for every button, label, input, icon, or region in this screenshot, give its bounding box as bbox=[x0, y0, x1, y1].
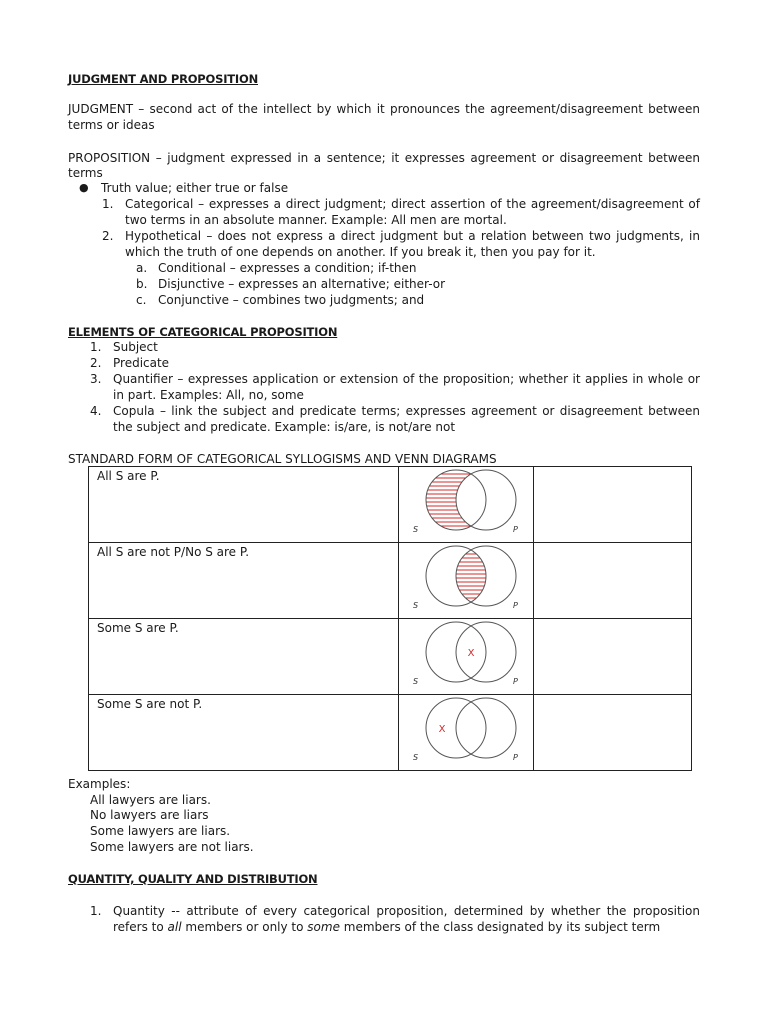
venn-diagram-all-s-are-p bbox=[399, 467, 533, 538]
item2-number: 2. bbox=[102, 229, 114, 243]
hypothetical-line1: Hypothetical – does not express a direct judgment but a relation between two judgments, in bbox=[125, 229, 700, 243]
s-label: S bbox=[413, 601, 419, 610]
p-label: P bbox=[513, 753, 518, 762]
table-row bbox=[89, 543, 692, 619]
item1-number: 1. bbox=[102, 197, 114, 211]
element4-number: 4. bbox=[90, 404, 102, 418]
table-row bbox=[89, 467, 692, 543]
sub-c-letter: c. bbox=[136, 293, 147, 307]
row-label-no-s-are-p: All S are not P/No S are P. bbox=[89, 543, 399, 619]
sub-b-disjunctive: Disjunctive – expresses an alternative; either-or bbox=[158, 277, 446, 291]
venn-diagram-some-s-are-not-p bbox=[399, 695, 533, 766]
s-label: S bbox=[413, 677, 419, 686]
blank-cell bbox=[534, 619, 692, 695]
quantity-text: members or only to bbox=[181, 920, 308, 934]
venn-diagram-no-s-are-p bbox=[399, 543, 533, 614]
judgment-definition-line1: JUDGMENT – second act of the intellect by which it pronounces the agreement/disagreement between bbox=[68, 102, 700, 116]
heading-standard-form: STANDARD FORM OF CATEGORICAL SYLLOGISMS AND VENN DIAGRAMS bbox=[68, 452, 497, 466]
row-label-some-s-are-not-p: Some S are not P. bbox=[89, 695, 399, 771]
venn-diagram-some-s-are-p bbox=[399, 619, 533, 690]
venn-cell bbox=[399, 543, 534, 619]
venn-cell bbox=[399, 619, 534, 695]
proposition-definition-line2: terms bbox=[68, 166, 103, 180]
heading-elements: ELEMENTS OF CATEGORICAL PROPOSITION bbox=[68, 325, 338, 339]
element-predicate: Predicate bbox=[113, 356, 170, 370]
table-row bbox=[89, 619, 692, 695]
element3-number: 3. bbox=[90, 372, 102, 386]
s-label: S bbox=[413, 525, 419, 534]
element-quantifier-line1: Quantifier – expresses application or extension of the proposition; whether it applies in whole or bbox=[113, 372, 700, 386]
quantity-line1: Quantity -- attribute of every categorical proposition, determined by whether the proposition bbox=[113, 904, 700, 918]
element1-number: 1. bbox=[90, 340, 102, 354]
s-label: S bbox=[413, 753, 419, 762]
venn-cell bbox=[399, 467, 534, 543]
examples-heading: Examples: bbox=[68, 777, 131, 791]
blank-cell bbox=[534, 543, 692, 619]
x-mark: X bbox=[438, 724, 446, 735]
p-label: P bbox=[513, 601, 518, 610]
blank-cell bbox=[534, 467, 692, 543]
example-line: Some lawyers are liars. bbox=[90, 824, 231, 838]
heading-quantity-quality: QUANTITY, QUALITY AND DISTRIBUTION bbox=[68, 872, 318, 886]
sub-a-letter: a. bbox=[136, 261, 148, 275]
quantity-all-italic: all bbox=[167, 920, 182, 934]
element-copula-line2: the subject and predicate. Example: is/are, is not/are not bbox=[113, 420, 456, 434]
element2-number: 2. bbox=[90, 356, 102, 370]
element-quantifier-line2: in part. Examples: All, no, some bbox=[113, 388, 304, 402]
quantity-text: members of the class designated by its subject term bbox=[339, 920, 661, 934]
quantity-some-italic: some bbox=[307, 920, 340, 934]
shade-s-only bbox=[399, 470, 533, 530]
proposition-definition-line1: PROPOSITION – judgment expressed in a sentence; it expresses agreement or disagreement between bbox=[68, 151, 700, 165]
row-label-some-s-are-p: Some S are P. bbox=[89, 619, 399, 695]
x-mark: X bbox=[467, 648, 475, 659]
bullet-truth-value: Truth value; either true or false bbox=[101, 181, 289, 195]
example-line: No lawyers are liars bbox=[90, 808, 209, 822]
p-label: P bbox=[513, 525, 518, 534]
judgment-definition-line2: terms or ideas bbox=[68, 118, 155, 132]
shade-intersection bbox=[399, 546, 533, 606]
blank-cell bbox=[534, 695, 692, 771]
heading-judgment-proposition: JUDGMENT AND PROPOSITION bbox=[68, 72, 258, 86]
hypothetical-line2: which the truth of one depends on another. If you break it, then you pay for it. bbox=[125, 245, 596, 259]
shade-s-only-inner bbox=[399, 470, 533, 530]
table-row bbox=[89, 695, 692, 771]
quantity-line2 bbox=[113, 920, 660, 934]
sub-c-conjunctive: Conjunctive – combines two judgments; and bbox=[158, 293, 425, 307]
quantity-text: refers to bbox=[113, 920, 168, 934]
example-line: Some lawyers are not liars. bbox=[90, 840, 254, 854]
quantity-number: 1. bbox=[90, 904, 102, 918]
p-label: P bbox=[513, 677, 518, 686]
element-copula-line1: Copula – link the subject and predicate terms; expresses agreement or disagreement between bbox=[113, 404, 700, 418]
element-subject: Subject bbox=[113, 340, 158, 354]
categorical-line2: two terms in an absolute manner. Example: All men are mortal. bbox=[125, 213, 507, 227]
sub-a-conditional: Conditional – expresses a condition; if-then bbox=[158, 261, 417, 275]
sub-b-letter: b. bbox=[136, 277, 148, 291]
bullet-dot: ● bbox=[79, 181, 89, 194]
row-label-all-s-are-p: All S are P. bbox=[89, 467, 399, 543]
venn-cell bbox=[399, 695, 534, 771]
shade-intersection-inner bbox=[399, 546, 533, 606]
venn-table bbox=[88, 466, 692, 771]
categorical-line1: Categorical – expresses a direct judgment; direct assertion of the agreement/disagreement of bbox=[125, 197, 700, 211]
example-line: All lawyers are liars. bbox=[90, 793, 211, 807]
